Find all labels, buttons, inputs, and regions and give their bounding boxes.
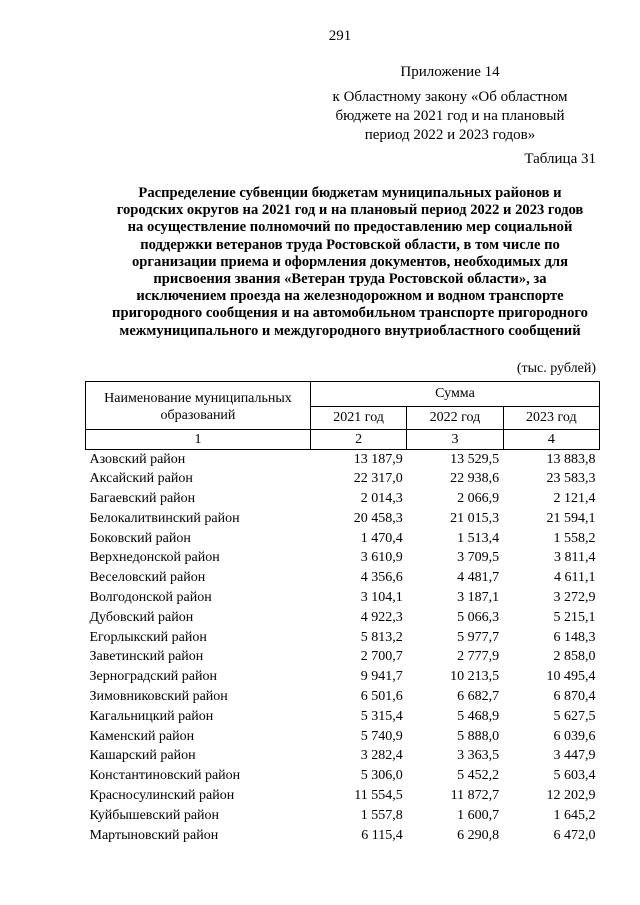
value-2022: 11 872,7 xyxy=(450,787,500,803)
appendix-block xyxy=(300,63,600,145)
value-2021: 5 740,9 xyxy=(360,728,403,744)
municipality-name: Кашарский район xyxy=(89,748,196,764)
municipality-name: Белокалитвинский район xyxy=(89,510,240,526)
value-2023: 10 495,4 xyxy=(546,669,596,685)
value-2023: 2 858,0 xyxy=(553,649,596,665)
value-2022: 1 600,7 xyxy=(457,807,500,823)
value-2021: 3 282,4 xyxy=(360,748,403,764)
table-row xyxy=(86,647,600,667)
value-2023: 6 148,3 xyxy=(553,629,596,645)
value-2023: 3 447,9 xyxy=(553,748,596,764)
title-line: присвоения звания «Ветеран труда Ростовской области», за xyxy=(153,271,547,288)
value-2022: 2 066,9 xyxy=(457,490,500,506)
table-row xyxy=(86,509,600,529)
column-header-sum: Сумма xyxy=(310,382,599,407)
title-line: исключением проезда на железнодорожном и водном транспорте xyxy=(136,288,564,305)
value-2023: 5 215,1 xyxy=(553,609,596,625)
value-2022: 22 938,6 xyxy=(450,471,500,487)
value-2023: 13 883,8 xyxy=(546,451,596,467)
table-row xyxy=(86,450,600,470)
table-row xyxy=(86,786,600,806)
municipality-name: Зерноградский район xyxy=(89,669,217,685)
value-2023: 23 583,3 xyxy=(546,471,596,487)
title-line: городских округов на 2021 год и на плановый период 2022 и 2023 годов xyxy=(116,202,584,219)
title-line: на осуществление полномочий по предоставлению мер социальной xyxy=(127,219,573,236)
table-row xyxy=(86,469,600,489)
value-2021: 5 813,2 xyxy=(360,629,403,645)
value-2021: 2 700,7 xyxy=(360,649,403,665)
title-line: поддержки ветеранов труда Ростовской области, в том числе по xyxy=(140,236,560,253)
table-row xyxy=(86,588,600,608)
table-row xyxy=(86,826,600,846)
municipality-name: Дубовский район xyxy=(89,609,194,625)
title-line: Распределение субвенции бюджетам муниципальных районов и xyxy=(138,185,562,201)
column-header-2022: 2022 год xyxy=(407,407,503,430)
municipality-name: Верхнедонской район xyxy=(89,550,220,566)
value-2021: 1 557,8 xyxy=(360,807,403,823)
table-row xyxy=(86,766,600,786)
units-label: (тыс. рублей) xyxy=(516,361,596,376)
municipality-name: Мартыновский район xyxy=(89,827,219,843)
value-2022: 1 513,4 xyxy=(457,530,500,546)
value-2021: 4 922,3 xyxy=(360,609,403,625)
appendix-line-1: к Областному закону «Об областном xyxy=(332,89,568,105)
value-2023: 5 603,4 xyxy=(553,768,596,784)
municipality-name: Кагальницкий район xyxy=(89,708,214,724)
municipality-name: Заветинский район xyxy=(89,649,204,665)
municipality-name: Зимовниковский район xyxy=(89,688,228,704)
table-row xyxy=(86,746,600,766)
municipality-name: Куйбышевский район xyxy=(89,807,220,823)
value-2023: 21 594,1 xyxy=(546,510,596,526)
document-title xyxy=(90,185,610,340)
table-row xyxy=(86,628,600,648)
value-2023: 5 627,5 xyxy=(553,708,596,724)
value-2022: 5 468,9 xyxy=(457,708,500,724)
value-2023: 12 202,9 xyxy=(546,787,596,803)
title-line: межмуниципального и междугородного внутриобластного сообщений xyxy=(119,322,581,339)
value-2022: 5 452,2 xyxy=(457,768,500,784)
column-header-2021: 2021 год xyxy=(310,407,406,430)
table-row xyxy=(86,568,600,588)
value-2021: 20 458,3 xyxy=(353,510,403,526)
value-2022: 10 213,5 xyxy=(450,669,500,685)
column-index-1: 1 xyxy=(86,430,311,450)
municipality-name: Боковский район xyxy=(89,530,191,546)
municipality-name: Азовский район xyxy=(89,451,186,467)
table-number: Таблица 31 xyxy=(524,151,596,167)
value-2021: 3 104,1 xyxy=(360,589,403,605)
table-row xyxy=(86,806,600,826)
table-row xyxy=(86,608,600,628)
value-2022: 6 682,7 xyxy=(457,688,500,704)
value-2022: 21 015,3 xyxy=(450,510,500,526)
column-header-name: Наименование муниципальных образований xyxy=(86,382,311,430)
value-2021: 6 501,6 xyxy=(360,688,403,704)
value-2021: 2 014,3 xyxy=(360,490,403,506)
municipality-name: Волгодонской район xyxy=(89,589,212,605)
column-index-2: 2 xyxy=(310,430,406,450)
table-row xyxy=(86,727,600,747)
value-2023: 6 870,4 xyxy=(553,688,596,704)
title-line: организации приема и оформления документов, необходимых для xyxy=(132,253,568,270)
value-2023: 1 645,2 xyxy=(553,807,596,823)
appendix-title: Приложение 14 xyxy=(400,64,500,80)
municipality-name: Аксайский район xyxy=(89,471,193,487)
value-2023: 3 811,4 xyxy=(554,550,596,566)
value-2022: 13 529,5 xyxy=(450,451,500,467)
value-2021: 9 941,7 xyxy=(360,669,403,685)
value-2021: 22 317,0 xyxy=(353,471,403,487)
value-2021: 3 610,9 xyxy=(360,550,403,566)
value-2022: 6 290,8 xyxy=(457,827,500,843)
column-index-3: 3 xyxy=(407,430,503,450)
value-2021: 6 115,4 xyxy=(361,827,403,843)
subvention-table xyxy=(85,381,600,845)
value-2022: 3 363,5 xyxy=(457,748,500,764)
value-2022: 3 187,1 xyxy=(457,589,500,605)
value-2023: 1 558,2 xyxy=(553,530,596,546)
value-2021: 5 306,0 xyxy=(360,768,403,784)
page-number: 291 xyxy=(328,28,352,44)
value-2022: 2 777,9 xyxy=(457,649,500,665)
municipality-name: Красносулинский район xyxy=(89,787,235,803)
value-2022: 4 481,7 xyxy=(457,570,500,586)
appendix-line-3: период 2022 и 2023 годов» xyxy=(364,127,536,143)
value-2023: 6 039,6 xyxy=(553,728,596,744)
column-header-2023: 2023 год xyxy=(503,407,599,430)
value-2022: 5 888,0 xyxy=(457,728,500,744)
value-2023: 6 472,0 xyxy=(553,827,596,843)
title-line: пригородного сообщения и на автомобильном транспорте пригородного xyxy=(112,305,588,322)
table-row xyxy=(86,489,600,509)
value-2021: 5 315,4 xyxy=(360,708,403,724)
column-index-4: 4 xyxy=(503,430,599,450)
municipality-name: Константиновский район xyxy=(89,768,241,784)
table-row xyxy=(86,667,600,687)
table-row xyxy=(86,687,600,707)
value-2023: 4 611,1 xyxy=(554,570,596,586)
value-2021: 11 554,5 xyxy=(354,787,403,803)
municipality-name: Веселовский район xyxy=(89,570,206,586)
value-2022: 3 709,5 xyxy=(457,550,500,566)
appendix-line-2: бюджете на 2021 год и на плановый xyxy=(335,108,565,124)
value-2021: 4 356,6 xyxy=(360,570,403,586)
table-row xyxy=(86,529,600,549)
value-2021: 1 470,4 xyxy=(360,530,403,546)
municipality-name: Егорлыкский район xyxy=(89,629,207,645)
table-body xyxy=(86,450,600,846)
value-2021: 13 187,9 xyxy=(353,451,403,467)
table-row xyxy=(86,548,600,568)
municipality-name: Багаевский район xyxy=(89,490,196,506)
value-2023: 2 121,4 xyxy=(553,490,596,506)
municipality-name: Каменский район xyxy=(89,728,195,744)
value-2023: 3 272,9 xyxy=(553,589,596,605)
table-row xyxy=(86,707,600,727)
value-2022: 5 066,3 xyxy=(457,609,500,625)
value-2022: 5 977,7 xyxy=(457,629,500,645)
